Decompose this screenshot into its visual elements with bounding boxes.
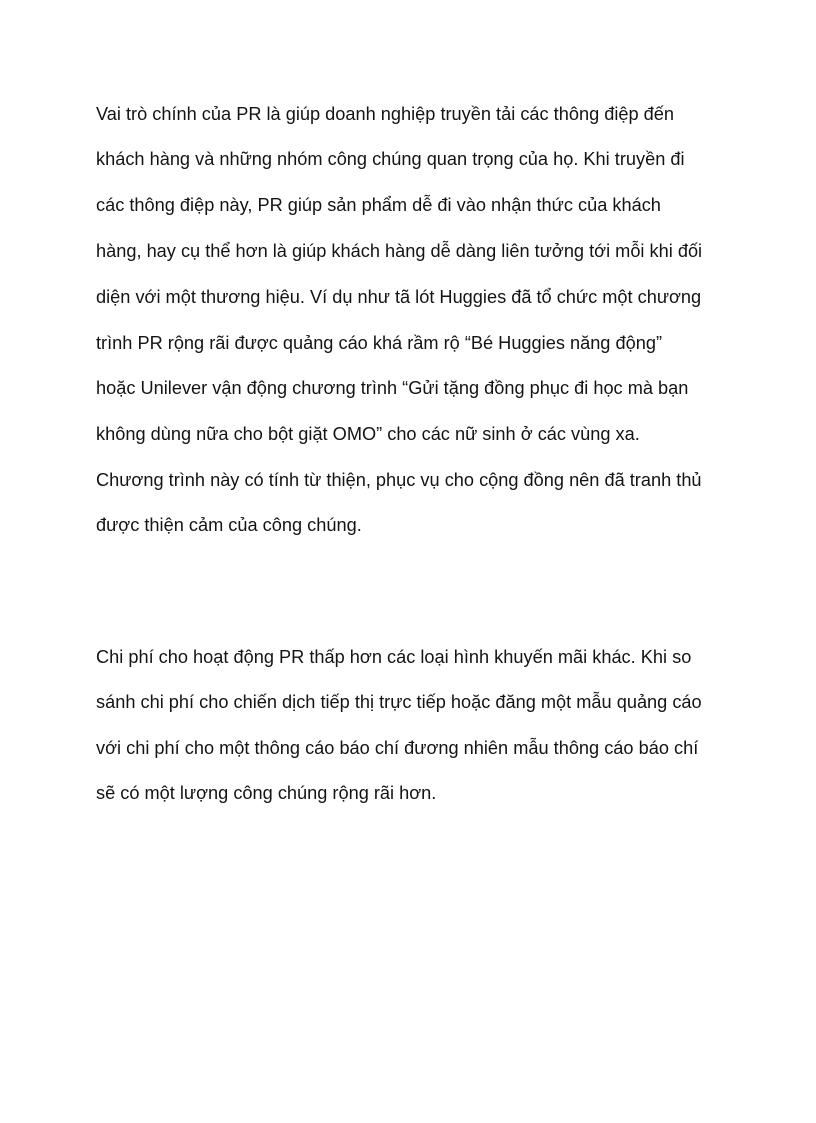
text-line: không dùng nữa cho bột giặt OMO” cho các nữ sinh ở các vùng xa. bbox=[96, 424, 640, 444]
text-line: sánh chi phí cho chiến dịch tiếp thị trực tiếp hoặc đăng một mẫu quảng cáo bbox=[96, 692, 702, 712]
text-line: với chi phí cho một thông cáo báo chí đương nhiên mẫu thông cáo báo chí bbox=[96, 738, 699, 758]
text-line: Chương trình này có tính từ thiện, phục vụ cho cộng đồng nên đã tranh thủ bbox=[96, 470, 702, 490]
text-line: khách hàng và những nhóm công chúng quan trọng của họ. Khi truyền đi bbox=[96, 149, 685, 169]
text-line: diện với một thương hiệu. Ví dụ như tã lót Huggies đã tổ chức một chương bbox=[96, 287, 702, 307]
text-line: trình PR rộng rãi được quảng cáo khá rầm rộ “Bé Huggies năng động” bbox=[96, 333, 662, 353]
text-line: sẽ có một lượng công chúng rộng rãi hơn. bbox=[96, 783, 437, 803]
text-line: Vai trò chính của PR là giúp doanh nghiệp truyền tải các thông điệp đến bbox=[96, 104, 675, 124]
text-line: hàng, hay cụ thể hơn là giúp khách hàng dễ dàng liên tưởng tới mỗi khi đối bbox=[96, 241, 703, 261]
text-line: Chi phí cho hoạt động PR thấp hơn các loại hình khuyến mãi khác. Khi so bbox=[96, 647, 692, 667]
text-line: hoặc Unilever vận động chương trình “Gửi tặng đồng phục đi học mà bạn bbox=[96, 378, 689, 398]
text-line: được thiện cảm của công chúng. bbox=[96, 515, 362, 535]
text-line: các thông điệp này, PR giúp sản phẩm dễ đi vào nhận thức của khách bbox=[96, 195, 661, 215]
